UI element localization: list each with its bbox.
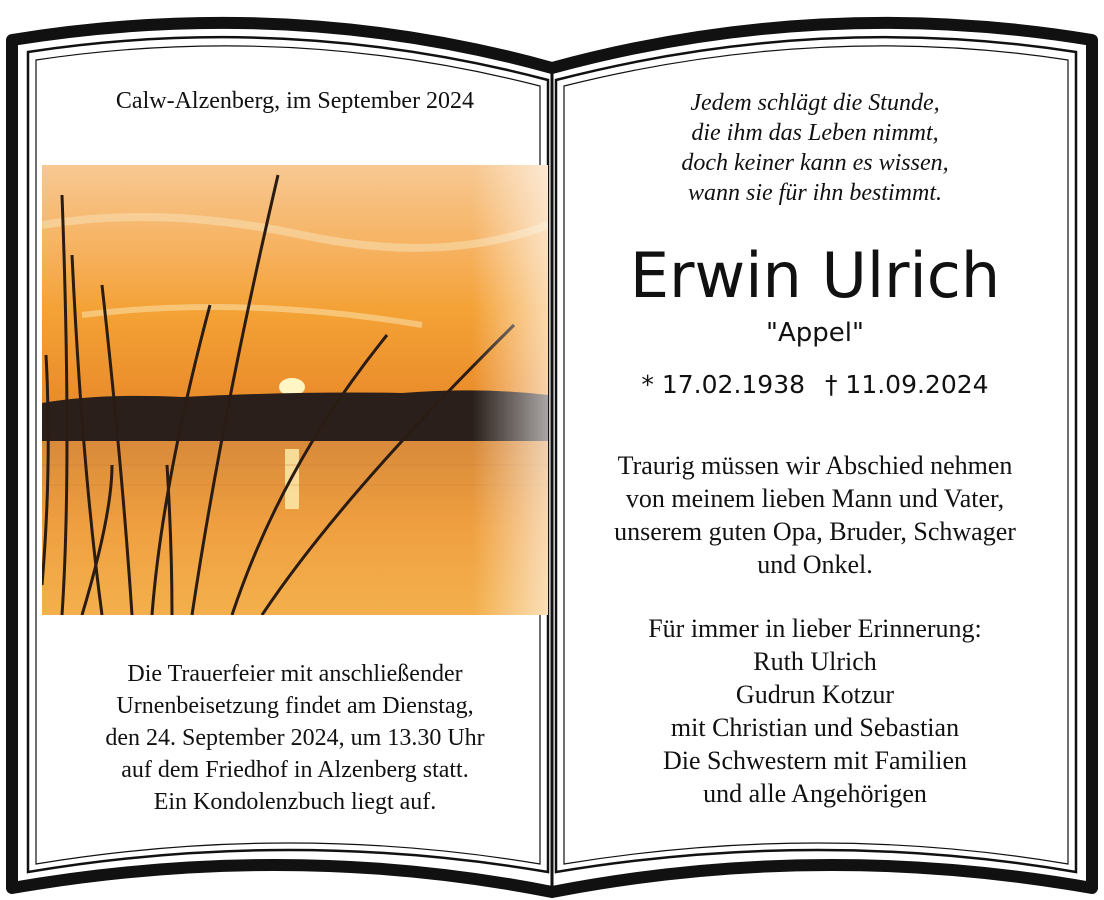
mourning-text xyxy=(575,449,1055,581)
mourning-line: Traurig müssen wir Abschied nehmen xyxy=(617,451,1013,480)
mourning-line: und Onkel. xyxy=(757,550,873,579)
mourning-line: von meinem lieben Mann und Vater, xyxy=(625,484,1005,513)
signature-line: Gudrun Kotzur xyxy=(735,680,895,709)
signature-line: und alle Angehörigen xyxy=(703,779,927,808)
funeral-line: auf dem Friedhof in Alzenberg statt. xyxy=(121,757,469,783)
funeral-line: Ein Kondolenzbuch liegt auf. xyxy=(153,789,437,815)
memorial-verse xyxy=(590,88,1040,208)
deceased-name: Erwin Ulrich xyxy=(629,239,1001,312)
life-dates xyxy=(585,370,1045,399)
verse-line: die ihm das Leben nimmt, xyxy=(691,120,939,146)
verse-line: Jedem schlägt die Stunde, xyxy=(690,90,940,116)
mourning-line: unserem guten Opa, Bruder, Schwager xyxy=(614,517,1016,546)
verse-line: wann sie für ihn bestimmt. xyxy=(687,180,942,206)
signature-line: Für immer in lieber Erinnerung: xyxy=(648,614,982,643)
verse-line: doch keiner kann es wissen, xyxy=(681,150,949,176)
funeral-line: den 24. September 2024, um 13.30 Uhr xyxy=(105,725,485,751)
birth-date: * 17.02.1938 xyxy=(641,370,806,399)
signature-line: mit Christian und Sebastian xyxy=(670,713,960,742)
signature-line: Die Schwestern mit Familien xyxy=(662,746,967,775)
funeral-line: Die Trauerfeier mit anschließender xyxy=(127,661,463,687)
sunset-lake-reeds-photo xyxy=(42,165,548,615)
deceased-nickname: "Appel" xyxy=(766,318,864,348)
funeral-line: Urnenbeisetzung findet am Dienstag, xyxy=(116,693,474,719)
signature-line: Ruth Ulrich xyxy=(753,647,877,676)
place-date: Calw-Alzenberg, im September 2024 xyxy=(115,88,475,114)
death-date: † 11.09.2024 xyxy=(824,370,989,399)
mourners-signatures xyxy=(575,612,1055,810)
funeral-notice xyxy=(60,658,530,818)
